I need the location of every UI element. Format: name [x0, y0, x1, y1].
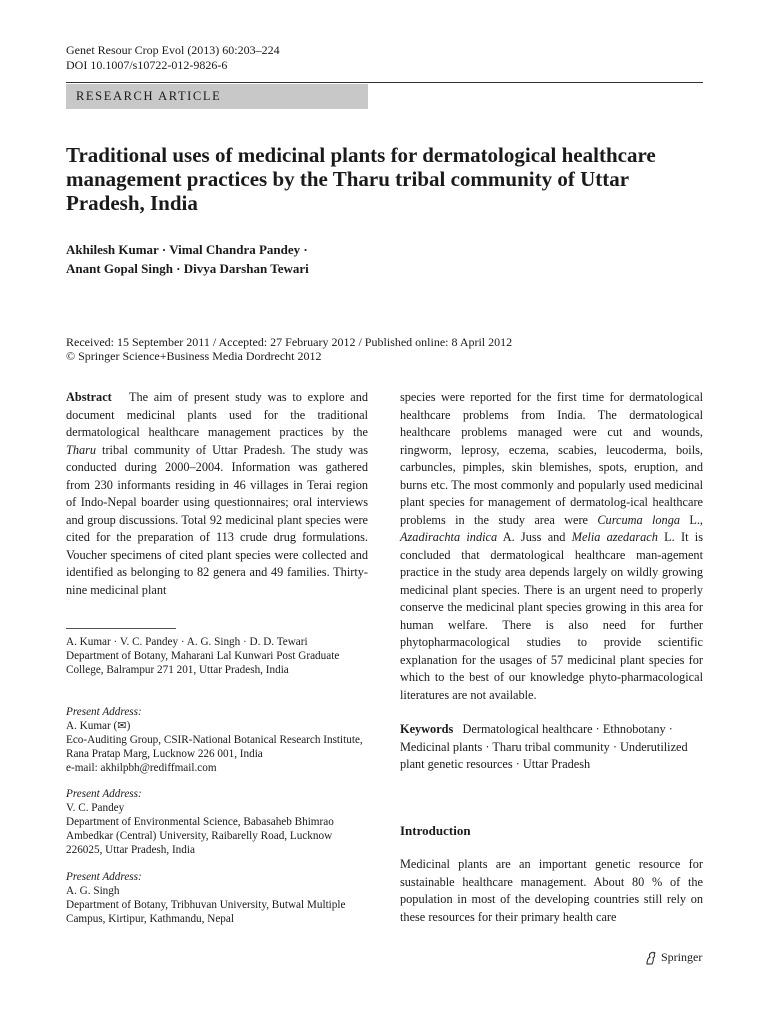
species-curcuma: Curcuma longa [597, 512, 680, 527]
pandey-name: V. C. Pandey [66, 802, 125, 814]
abstract-text-1a: The aim of present study was to explore and document medicinal plants used for the traditional dermatological healthcare management practices by the [66, 390, 368, 439]
publisher-logo [645, 950, 702, 965]
publication-history: Received: 15 September 2011 / Accepted: 27 February 2012 / Published online: 8 April 2012 [66, 335, 513, 349]
author-line-1: Akhilesh Kumar · Vimal Chandra Pandey · [66, 242, 308, 257]
doi[interactable]: DOI 10.1007/s10722-012-9826-6 [66, 58, 228, 72]
affiliation-address: Department of Botany, Maharani Lal Kunwari Post Graduate College, Balrampur 271 201, Uttar Pradesh, India [66, 650, 340, 676]
publisher-name: Springer [661, 950, 703, 964]
affiliation-pandey [66, 787, 368, 857]
abstract-tharu: Tharu [66, 442, 97, 457]
singh-address: Department of Botany, Tribhuvan University, Butwal Multiple Campus, Kirtipur, Kathmandu, Nepal [66, 899, 346, 925]
abstract-text-2a: species were reported for the first time for dermatological healthcare problems from India. The dermatological healthcare problems managed were cut and wounds, ringworm, leprosy, eczema, scabies, leucoderma, boils, carbuncles, pimples, skin blemishes, spots, eruption, and burns etc. The most commonly and popularly used medicinal plant species for management of dermatolog-ical healthcare problems in the study area were [400, 390, 703, 527]
paper-title: Traditional uses of medicinal plants for dermatological healthcare management practices by the Tharu tribal community of Uttar Pradesh, India [66, 143, 656, 215]
singh-name: A. G. Singh [66, 885, 120, 897]
springer-horse-icon [645, 951, 657, 965]
header-rule [66, 82, 703, 83]
affiliation-main [66, 635, 368, 677]
article-history [66, 335, 706, 363]
introduction-text: Medicinal plants are an important genetic resource for sustainable healthcare management. About 80 % of the population in most of the developing countries still rely on these resources for their primary health care [400, 857, 703, 924]
article-type-banner: RESEARCH ARTICLE [66, 84, 368, 109]
copyright-line: © Springer Science+Business Media Dordrecht 2012 [66, 349, 322, 363]
present-address-label: Present Address: [66, 788, 142, 800]
kumar-address: Eco-Auditing Group, CSIR-National Botanical Research Institute, Rana Pratap Marg, Lucknow 226 001, India [66, 734, 363, 760]
kumar-email[interactable]: e-mail: akhilpbh@rediffmail.com [66, 762, 217, 774]
abstract-text-1b: tribal community of Uttar Pradesh. The study was conducted during 2000–2004. Information was gathered from 230 informants residing in 46 villages in Terai region of Indo-Nepal boarder using questionnaires; oral interviews and group discussions. Total 92 medicinal plant species were cited for the preparation of 113 crude drug formulations. Voucher specimens of cited plant species were collected and identified as belonging to 82 genera and 49 families. Thirty-nine medicinal plant [66, 442, 368, 597]
abstract-text-2c: A. Juss and [497, 530, 572, 544]
author-line-2: Anant Gopal Singh · Divya Darshan Tewari [66, 261, 309, 276]
abstract-text-2b: L., [680, 512, 703, 527]
affiliation-kumar [66, 705, 368, 775]
kumar-name: A. Kumar (✉) [66, 720, 131, 732]
keywords-block [400, 721, 703, 774]
affiliation-authors: A. Kumar · V. C. Pandey · A. G. Singh · D. D. Tewari [66, 636, 308, 648]
species-azadirachta: Azadirachta indica [400, 530, 498, 544]
present-address-label: Present Address: [66, 706, 142, 718]
present-address-label: Present Address: [66, 871, 142, 883]
abstract-text-2d: L. It is concluded that dermatological healthcare man-agement practice in the study area depends largely on wildly growing medicinal plant species. There is an urgent need to properly conserve the medicinal plant species growing in this area for human welfare. There is also need for further phytopharmacological studies to provide scientific explanation for the usages of 57 medicinal plant species for which to the best of our knowledge phyto-pharmacological literatures are not available. [400, 530, 703, 702]
abstract-heading: Abstract [66, 390, 112, 404]
abstract-left [66, 389, 368, 599]
journal-citation: Genet Resour Crop Evol (2013) 60:203–224 [66, 43, 280, 57]
author-list [66, 240, 686, 278]
species-melia: Melia azedarach [571, 530, 658, 544]
abstract-right [400, 389, 703, 774]
keywords-heading: Keywords [400, 722, 454, 736]
pandey-address: Department of Environmental Science, Babasaheb Bhimrao Ambedkar (Central) University, Raibarelly Road, Lucknow 226025, Uttar Pradesh, India [66, 816, 334, 856]
affiliation-singh [66, 870, 368, 926]
keywords-text: Dermatological healthcare · Ethnobotany · Medicinal plants · Tharu tribal community · Underutilized plant genetic resources · Uttar Pradesh [400, 722, 688, 771]
affiliation-separator [66, 628, 176, 629]
introduction-heading: Introduction [400, 823, 471, 838]
